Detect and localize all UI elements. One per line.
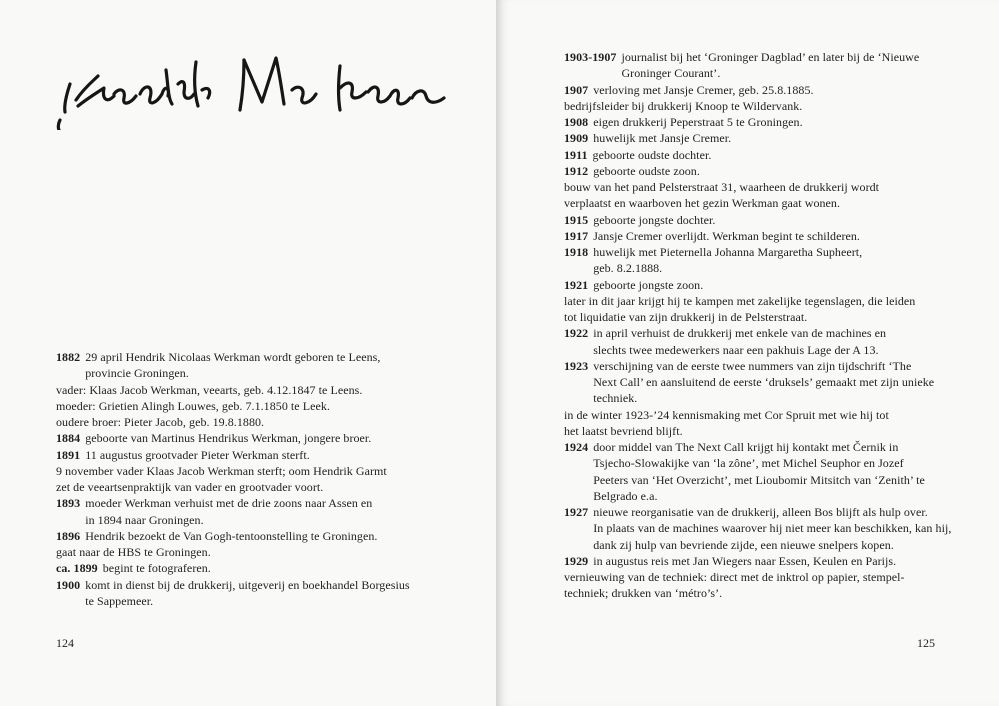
chronology-entry [564,407,994,440]
entry-text: moeder: Grietien Alingh Louwes, geb. 7.1.1850 te Leek. [56,398,330,413]
entry-text: verplaatst en waarboven het gezin Werkman gaat wonen. [564,196,841,211]
chronology-entry [564,358,994,407]
chronology-entry [56,544,476,560]
entry-text: tot liquidatie van zijn drukkerij in de Pelsterstraat. [564,310,808,324]
chronology-entry [564,228,994,244]
entry-text: geboorte jongste dochter. [593,212,716,227]
entry-year: 1909 [564,131,589,146]
chronology-entry [564,277,994,293]
entry-text: geboorte oudste zoon. [593,163,700,178]
entry-text: oudere broer: Pieter Jacob, geb. 19.8.1880. [56,415,265,429]
chronology-entry [56,447,476,463]
entry-text: Tsjecho-Slowakijke van ‘la zône’, met Michel Seuphor en Jozef [593,456,904,471]
entry-year: 1907 [564,82,589,97]
chronology-entry [564,49,994,82]
entry-text: provincie Groningen. [85,366,189,381]
chronology-entry [56,528,476,544]
entry-year: 1912 [564,163,589,178]
entry-text: vader: Klaas Jacob Werkman, veearts, geb. 4.12.1847 te Leens. [56,382,363,397]
entry-text: nieuwe reorganisatie van de drukkerij, alleen Bos blijft als hulp over. [593,505,928,519]
entry-text: geb. 8.2.1888. [593,261,663,276]
chronology-list-left [56,349,476,609]
entry-year: 1922 [564,326,589,341]
entry-text: begint te fotograferen. [102,561,211,576]
chronology-entry [564,504,994,553]
chronology-entry [564,82,994,98]
entry-text: bedrijfsleider bij drukkerij Knoop te Wildervank. [564,98,803,113]
entry-year: 1884 [56,431,81,446]
entry-text: geboorte oudste dochter. [592,147,712,162]
entry-text: zet de veeartsenpraktijk van vader en grootvader voort. [56,480,324,494]
entry-text: verloving met Jansje Cremer, geb. 25.8.1885. [593,82,814,97]
entry-text: slechts twee medewerkers naar een pakhuis Lage der A 13. [593,342,879,357]
entry-text: journalist bij het ‘Groninger Dagblad’ en later bij de ‘Nieuwe [621,50,920,64]
left-page [0,0,497,706]
entry-text: techniek; drukken van ‘métro’s’. [564,586,723,601]
entry-year: 1896 [56,528,81,543]
entry-text: door middel van The Next Call krijgt hij kontakt met Černik in [593,440,899,454]
entry-year: 1911 [564,147,588,162]
chronology-list-right [564,49,994,602]
entry-text: het laatst bevriend blijft. [564,423,683,438]
entry-text: moeder Werkman verhuist met de drie zoons naar Assen en [85,496,373,511]
chronology-entry [564,163,994,179]
entry-text: huwelijk met Jansje Cremer. [593,131,732,146]
chronology-entry [564,114,994,130]
chronology-entry [564,98,994,114]
chronology-entry [564,553,994,569]
chronology-entry [564,325,994,358]
entry-text: later in dit jaar krijgt hij te kampen met zakelijke tegenslagen, die leiden [564,293,916,308]
entry-text: te Sappemeer. [85,593,154,608]
right-page [497,0,999,706]
entry-text: 9 november vader Klaas Jacob Werkman sterft; oom Hendrik Garmt [56,463,387,478]
entry-year: 1893 [56,496,81,511]
chronology-entry [564,439,994,504]
page-number: 124 [56,636,74,650]
entry-year: 1882 [56,350,81,364]
chronology-entry [56,398,476,414]
chronology-entry [56,349,476,382]
chronology-entry [56,560,476,576]
chronology-entry [56,382,476,398]
entry-text: geboorte jongste zoon. [593,277,704,292]
entry-text: komt in dienst bij de drukkerij, uitgeverij en boekhandel Borgesius [85,577,410,592]
entry-text: Hendrik bezoekt de Van Gogh-tentoonstelling te Groningen. [85,528,378,543]
entry-text: In plaats van de machines waarover hij niet meer kan beschikken, kan hij, [593,521,952,536]
chronology-entry [56,414,476,430]
entry-year: 1924 [564,440,589,454]
chronology-entry [564,293,994,326]
entry-text: gaat naar de HBS te Groningen. [56,545,211,559]
chronology-entry [564,179,994,212]
entry-year: 1917 [564,228,589,243]
signature-image [48,40,448,130]
chronology-entry [56,430,476,446]
chronology-entry [564,569,994,602]
chronology-entry [564,147,994,163]
entry-text: in augustus reis met Jan Wiegers naar Essen, Keulen en Parijs. [593,553,897,568]
chronology-entry [56,577,476,610]
entry-text: in 1894 naar Groningen. [85,512,204,527]
entry-text: huwelijk met Pieternella Johanna Margaretha Supheert, [593,245,863,259]
entry-text: 29 april Hendrik Nicolaas Werkman wordt geboren te Leens, [85,350,381,364]
chronology-entry [56,495,476,528]
entry-text: eigen drukkerij Peperstraat 5 te Groningen. [593,115,803,129]
entry-text: in april verhuist de drukkerij met enkele van de machines en [593,326,887,341]
page-number: 125 [917,636,935,650]
entry-text: Belgrado e.a. [593,488,658,503]
entry-year: ca. 1899 [56,561,98,576]
entry-year: 1903-1907 [564,50,617,64]
entry-year: 1923 [564,358,589,373]
entry-year: 1927 [564,505,589,519]
entry-text: Jansje Cremer overlijdt. Werkman begint te schilderen. [593,228,860,243]
entry-text: techniek. [593,391,638,406]
entry-text: Next Call’ en aansluitend de eerste ‘druksels’ gemaakt met zijn unieke [593,375,935,389]
chronology-entry [56,463,476,496]
entry-year: 1918 [564,245,589,259]
entry-text: 11 augustus grootvader Pieter Werkman sterft. [85,447,310,462]
entry-year: 1929 [564,553,589,568]
chronology-entry [564,212,994,228]
entry-year: 1891 [56,447,81,462]
entry-text: Peeters van ‘Het Overzicht’, met Lioubomir Mitsitch van ‘Zenith’ te [593,472,925,487]
entry-year: 1900 [56,577,81,592]
entry-year: 1908 [564,115,589,129]
entry-text: dank zij hulp van bevriende zijde, een nieuwe snelpers kopen. [593,537,894,552]
entry-text: geboorte van Martinus Hendrikus Werkman, jongere broer. [85,431,372,446]
chronology-entry [564,130,994,146]
entry-text: Groninger Courant’. [621,66,721,81]
chronology-entry [564,244,994,277]
entry-text: bouw van het pand Pelsterstraat 31, waarheen de drukkerij wordt [564,180,880,194]
entry-text: verschijning van de eerste twee nummers van zijn tijdschrift ‘The [593,358,912,373]
entry-text: vernieuwing van de techniek: direct met de inktrol op papier, stempel- [564,570,905,584]
entry-year: 1915 [564,212,589,227]
entry-year: 1921 [564,277,589,292]
entry-text: in de winter 1923-’24 kennismaking met Cor Spruit met wie hij tot [564,407,889,422]
